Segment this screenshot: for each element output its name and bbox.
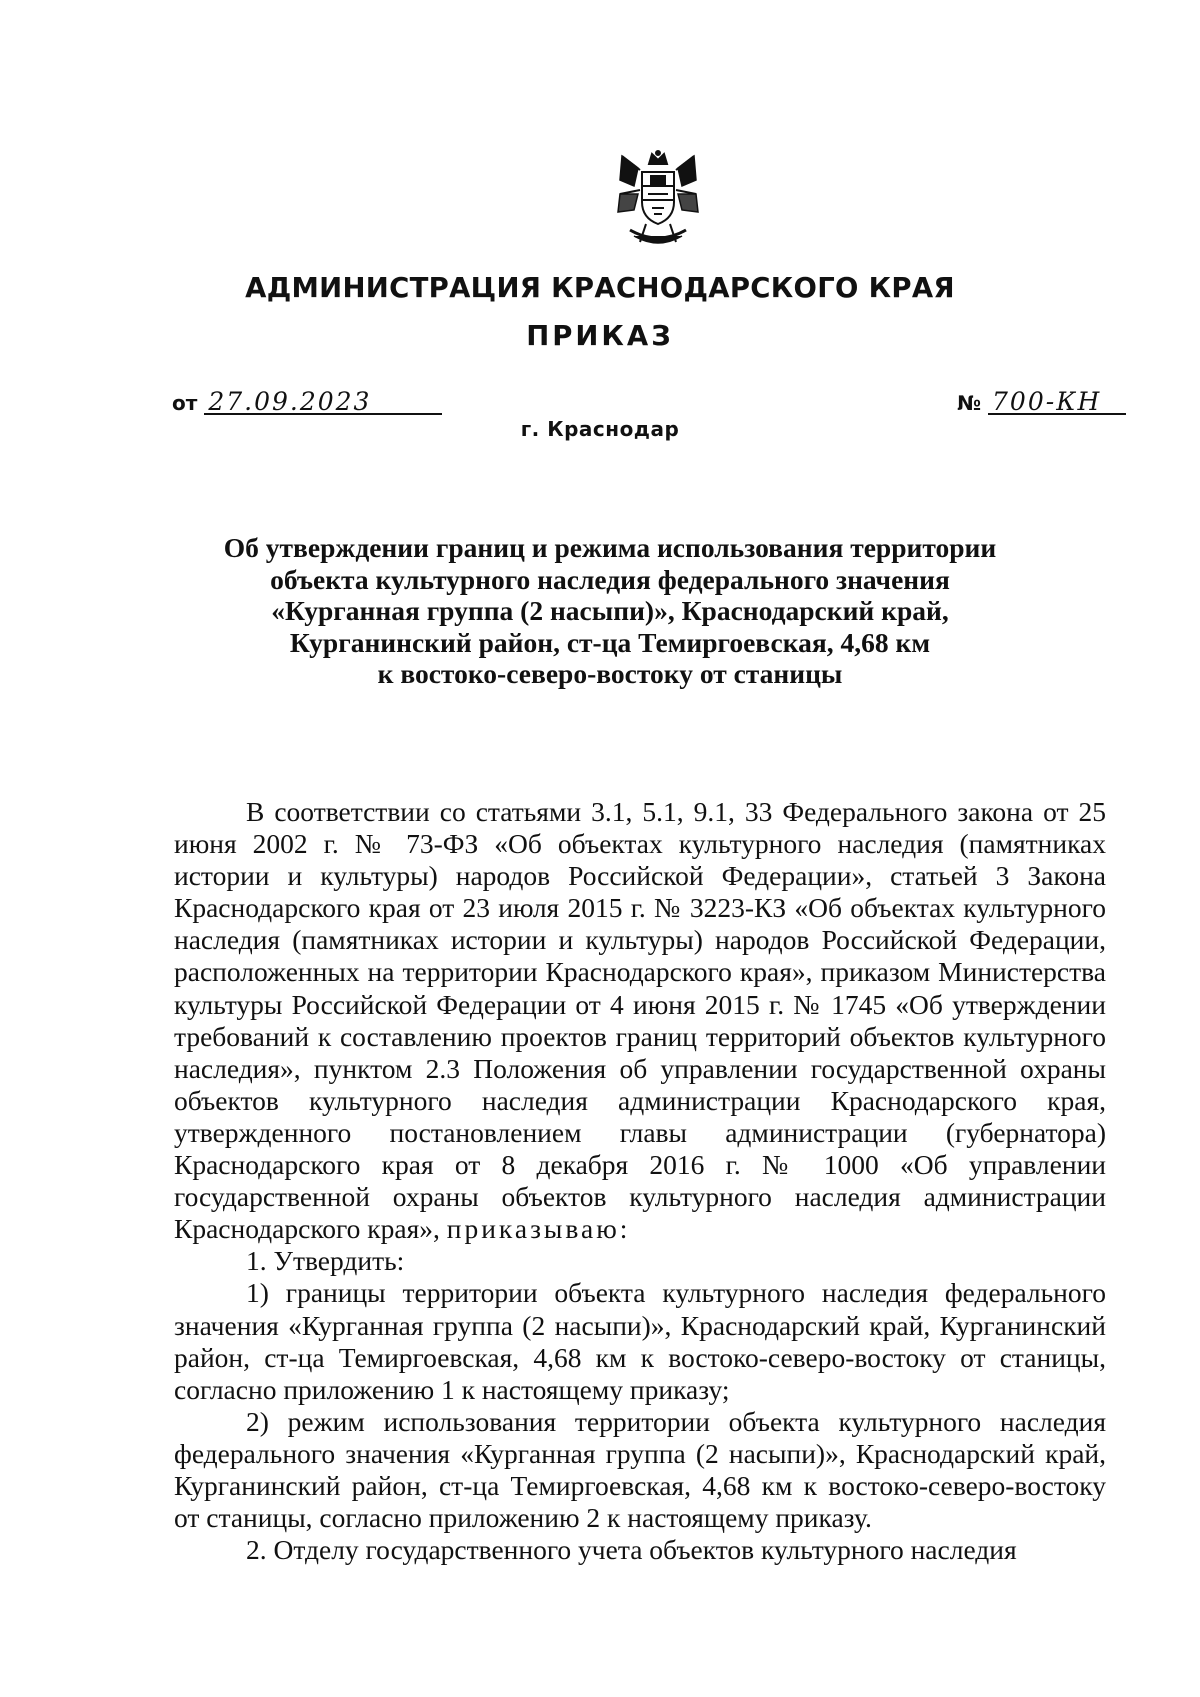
item-2: 2. Отделу государственного учета объектов культурного наследия [246,1534,1017,1566]
subject-line: объекта культурного наследия федерального значения [270,563,950,595]
number-field [957,387,1126,416]
subject-line: «Курганная группа (2 насыпи)», Краснодарский край, [271,595,949,626]
date-prefix: от [172,391,198,415]
item-1: 1. Утвердить: [246,1245,405,1277]
order-word: приказываю: [446,1213,631,1245]
krasnodar-coat-of-arms-icon [616,150,700,252]
document-subject [160,532,1060,690]
document-body [174,796,1106,1566]
item-1-1: 1) границы территории объекта культурного наследия федерального значения «Курганная группа (2 насыпи)», Краснодарский край, Курганинский район, ст-ца Темиргоевская, 4,68 км к востоко-северо-востоку от станицы, согласно приложению 1 к настоящему приказу; [174,1277,1106,1405]
handwritten-number: 700-КН [988,391,1126,415]
preamble-text: В соответствии со статьями 3.1, 5.1, 9.1, 33 Федерального закона от 25 июня 2002 г. № 73-ФЗ «Об объектах культурного наследия (памятниках истории и культуры) народов Российской Федерации», статьей 3 Закона Краснодарского края от 23 июля 2015 г. № 3223-КЗ «Об объектах культурного наследия (памятниках истории и культуры) народов Российской Федерации, расположенных на территории Краснодарского края», приказом Министерства культуры Российской Федерации от 4 июня 2015 г. № 1745 «Об утверждении требований к составлению проектов границ территорий объектов культурного наследия», пунктом 2.3 Положения об управлении государственной охраны объектов культурного наследия администрации Краснодарского края, утвержденного постановлением главы администрации (губернатора) Краснодарского края от 8 декабря 2016 г. № 1000 «Об управлении государственной охраны объектов культурного наследия администрации Краснодарского края», [174,796,1106,1245]
organization-title: АДМИНИСТРАЦИЯ КРАСНОДАРСКОГО КРАЯ [245,272,955,304]
preamble-paragraph [174,796,1106,1245]
handwritten-date: 27.09.2023 [204,391,442,415]
document-type-title: ПРИКАЗ [526,320,674,352]
date-field [172,387,442,416]
subject-line: Об утверждении границ и режима использования территории [223,532,997,563]
issuing-city: г. Краснодар [520,417,680,441]
number-prefix: № [957,391,982,415]
item-1-2: 2) режим использования территории объекта культурного наследия федерального значения «Курганная группа (2 насыпи)», Краснодарский край, Курганинский район, ст-ца Темиргоевская, 4,68 км к востоко-северо-востоку от станицы, согласно приложению 2 к настоящему приказу. [174,1405,1106,1534]
subject-line: Курганинский район, ст-ца Темиргоевская, 4,68 км [289,626,931,658]
subject-line: к востоко-северо-востоку от станицы [377,658,843,689]
